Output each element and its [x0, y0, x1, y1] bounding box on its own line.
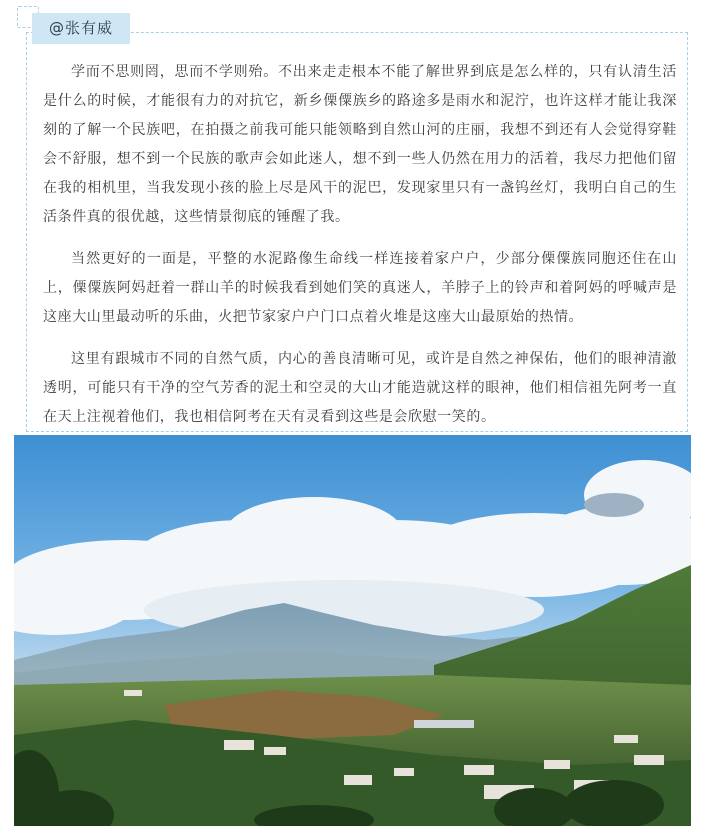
- landscape-photo: [14, 435, 691, 826]
- paragraph: 学而不思则罔，思而不学则殆。不出来走走根本不能了解世界到底是怎么样的，只有认清生活是什么的时候，才能很有力的对抗它，新乡傈僳族乡的路途多是雨水和泥泞，也许这样才能让我深刻的了解一个民族吧，在拍摄之前我可能只能领略到自然山河的庄丽，我想不到还有人会觉得穿鞋会不舒服，想不到一个民族的歌声会如此迷人，想不到一些人仍然在用力的活着，我尽力把他们留在我的相机里，当我发现小孩的脸上尽是风干的泥巴，发现家里只有一盏钨丝灯，我明白自己的生活条件真的很优越，这些情景彻底的锤醒了我。: [43, 64, 677, 225]
- paragraph: 当然更好的一面是，平整的水泥路像生命线一样连接着家户户，少部分傈僳族同胞还住在山上，傈僳族阿妈赶着一群山羊的时候我看到她们笑的真迷人，羊脖子上的铃声和着阿妈的呼喊声是这座大山里最动听的乐曲，火把节家家户户门口点着火堆是这座大山最原始的热情。: [43, 251, 677, 325]
- author-tag: @张有威: [32, 13, 130, 44]
- paragraph: 这里有跟城市不同的自然气质，内心的善良清晰可见，或许是自然之神保佑，他们的眼神清澈透明，可能只有干净的空气芳香的泥土和空灵的大山才能造就这样的眼神，他们相信祖先阿考一直在天上注视着他们，我也相信阿考在天有灵看到这些是会欣慰一笑的。: [43, 351, 677, 425]
- article-body: [43, 58, 677, 445]
